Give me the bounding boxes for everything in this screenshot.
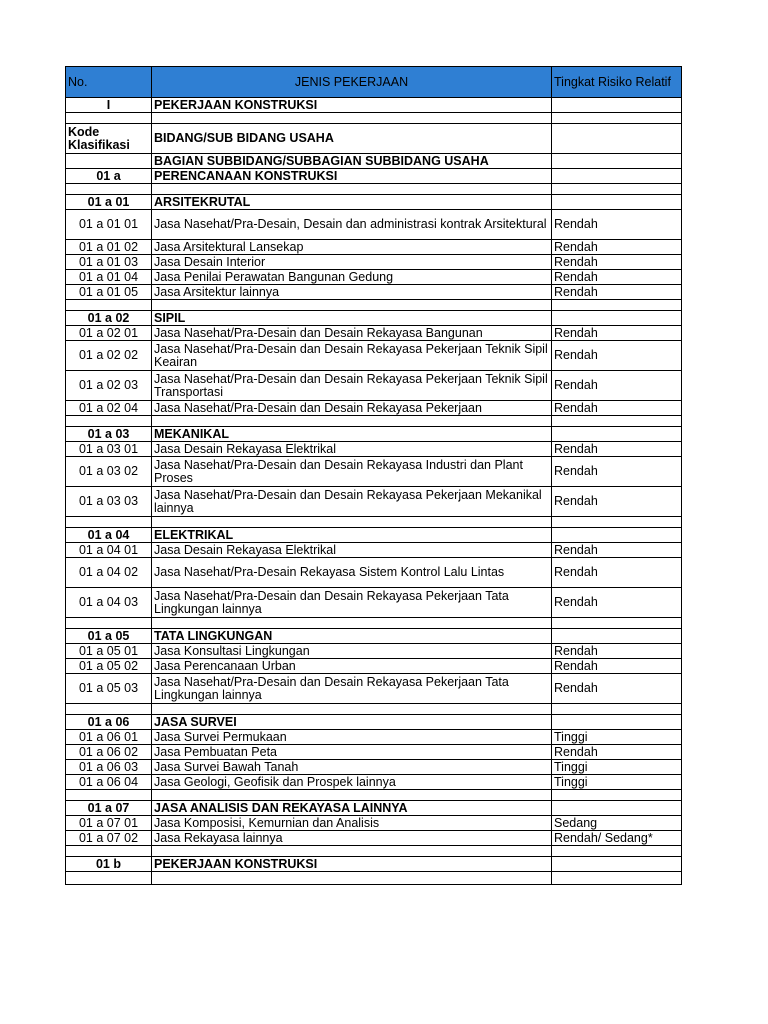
table-row [66,543,682,558]
risk-level-cell: Rendah [552,240,682,255]
code-cell: 01 a 04 02 [66,558,152,588]
table-row [66,558,682,588]
risk-level-cell: Sedang [552,816,682,831]
job-type-cell: Jasa Konsultasi Lingkungan [152,644,552,659]
empty-cell [66,517,152,528]
header-no: No. [66,67,152,98]
table-row [66,195,682,210]
job-type-cell: Jasa Nasehat/Pra-Desain dan Desain Rekayasa Pekerjaan Tata Lingkungan lainnya [152,588,552,618]
table-row [66,442,682,457]
job-type-cell: Jasa Geologi, Geofisik dan Prospek lainnya [152,775,552,790]
job-type-cell: Jasa Survei Permukaan [152,730,552,745]
code-cell: 01 a 02 02 [66,341,152,371]
empty-cell [152,704,552,715]
table-row [66,659,682,674]
empty-cell [552,517,682,528]
risk-level-cell: Rendah [552,270,682,285]
job-type-cell: Jasa Desain Rekayasa Elektrikal [152,442,552,457]
job-type-cell: PERENCANAAN KONSTRUKSI [152,169,552,184]
empty-row [66,846,682,857]
empty-cell [152,517,552,528]
job-type-cell: Jasa Desain Rekayasa Elektrikal [152,543,552,558]
code-cell: 01 b [66,857,152,872]
risk-level-cell [552,169,682,184]
table-row [66,240,682,255]
code-cell: 01 a 02 03 [66,371,152,401]
table-row [66,816,682,831]
risk-level-cell: Rendah [552,285,682,300]
risk-level-cell: Rendah [552,659,682,674]
job-type-cell: Jasa Nasehat/Pra-Desain dan Desain Rekayasa Pekerjaan [152,401,552,416]
risk-level-cell [552,154,682,169]
table-row [66,487,682,517]
table-row [66,285,682,300]
table-row [66,341,682,371]
empty-row [66,113,682,124]
header-risk-level: Tingkat Risiko Relatif [552,67,682,98]
risk-level-cell [552,195,682,210]
risk-level-cell: Rendah [552,401,682,416]
empty-cell [66,113,152,124]
empty-cell [552,846,682,857]
code-cell: 01 a 03 03 [66,487,152,517]
table-row [66,98,682,113]
code-cell: 01 a 07 02 [66,831,152,846]
code-cell: 01 a 03 01 [66,442,152,457]
code-cell: 01 a 03 [66,427,152,442]
job-type-cell: Jasa Pembuatan Peta [152,745,552,760]
risk-level-cell: Tinggi [552,775,682,790]
risk-level-cell [552,715,682,730]
empty-cell [152,618,552,629]
table-row [66,270,682,285]
code-cell: 01 a 05 02 [66,659,152,674]
table-row [66,629,682,644]
code-cell: 01 a [66,169,152,184]
job-type-cell: BIDANG/SUB BIDANG USAHA [152,124,552,154]
job-type-cell: BAGIAN SUBBIDANG/SUBBAGIAN SUBBIDANG USAHA [152,154,552,169]
code-cell: 01 a 01 03 [66,255,152,270]
code-cell: 01 a 04 [66,528,152,543]
code-cell: 01 a 01 02 [66,240,152,255]
table-row [66,169,682,184]
table-row [66,457,682,487]
job-type-cell: Jasa Nasehat/Pra-Desain dan Desain Rekayasa Pekerjaan Mekanikal lainnya [152,487,552,517]
classification-table [65,66,682,885]
code-cell: 01 a 06 01 [66,730,152,745]
table-row [66,154,682,169]
code-cell: 01 a 03 02 [66,457,152,487]
empty-cell [152,416,552,427]
empty-row [66,300,682,311]
empty-cell [552,113,682,124]
empty-cell [66,184,152,195]
table-row [66,730,682,745]
table-row [66,210,682,240]
risk-level-cell: Rendah [552,674,682,704]
risk-level-cell [552,427,682,442]
table-row [66,124,682,154]
empty-cell [552,300,682,311]
code-cell: 01 a 06 04 [66,775,152,790]
risk-level-cell: Rendah [552,543,682,558]
table-row [66,427,682,442]
code-cell: 01 a 06 03 [66,760,152,775]
risk-level-cell [552,98,682,113]
empty-cell [66,618,152,629]
table-row [66,857,682,872]
header-job-type: JENIS PEKERJAAN [152,67,552,98]
empty-cell [66,704,152,715]
empty-cell [66,790,152,801]
risk-level-cell [552,857,682,872]
table-row [66,674,682,704]
risk-level-cell [552,801,682,816]
job-type-cell: Jasa Arsitektural Lansekap [152,240,552,255]
risk-level-cell: Rendah [552,341,682,371]
risk-level-cell [552,124,682,154]
code-cell: 01 a 06 02 [66,745,152,760]
risk-level-cell: Rendah [552,588,682,618]
risk-level-cell [552,629,682,644]
empty-cell [66,846,152,857]
empty-cell [552,416,682,427]
empty-cell [552,618,682,629]
code-cell: 01 a 02 [66,311,152,326]
empty-row [66,790,682,801]
job-type-cell: Jasa Nasehat/Pra-Desain dan Desain Rekayasa Pekerjaan Teknik Sipil Keairan [152,341,552,371]
job-type-cell: Jasa Penilai Perawatan Bangunan Gedung [152,270,552,285]
job-type-cell: Jasa Nasehat/Pra-Desain Rekayasa Sistem Kontrol Lalu Lintas [152,558,552,588]
job-type-cell: Jasa Nasehat/Pra-Desain dan Desain Rekayasa Bangunan [152,326,552,341]
risk-level-cell: Rendah [552,210,682,240]
empty-row [66,872,682,885]
job-type-cell: Jasa Arsitektur lainnya [152,285,552,300]
job-type-cell: Jasa Nasehat/Pra-Desain dan Desain Rekayasa Industri dan Plant Proses [152,457,552,487]
table-row [66,760,682,775]
empty-cell [152,184,552,195]
table-row [66,255,682,270]
code-cell: 01 a 01 05 [66,285,152,300]
risk-level-cell: Rendah [552,644,682,659]
risk-level-cell: Rendah [552,457,682,487]
code-cell: 01 a 04 03 [66,588,152,618]
job-type-cell: JASA SURVEI [152,715,552,730]
empty-cell [152,113,552,124]
risk-level-cell: Rendah [552,371,682,401]
empty-cell [66,300,152,311]
risk-level-cell: Rendah/ Sedang* [552,831,682,846]
empty-cell [152,846,552,857]
table-row [66,528,682,543]
table-row [66,801,682,816]
code-cell: 01 a 05 [66,629,152,644]
risk-level-cell: Tinggi [552,760,682,775]
code-cell: 01 a 05 03 [66,674,152,704]
code-cell: 01 a 05 01 [66,644,152,659]
table-row [66,745,682,760]
risk-level-cell: Rendah [552,745,682,760]
empty-cell [66,416,152,427]
code-cell: 01 a 07 01 [66,816,152,831]
job-type-cell: ARSITEKRUTAL [152,195,552,210]
job-type-cell: Jasa Desain Interior [152,255,552,270]
empty-row [66,517,682,528]
empty-cell [552,184,682,195]
job-type-cell: Jasa Survei Bawah Tanah [152,760,552,775]
risk-level-cell: Tinggi [552,730,682,745]
table-body [66,98,682,885]
table-row [66,775,682,790]
empty-cell [152,300,552,311]
job-type-cell: JASA ANALISIS DAN REKAYASA LAINNYA [152,801,552,816]
code-cell: 01 a 06 [66,715,152,730]
code-cell: 01 a 02 04 [66,401,152,416]
job-type-cell: TATA LINGKUNGAN [152,629,552,644]
code-cell: 01 a 01 01 [66,210,152,240]
table-row [66,371,682,401]
table-row [66,831,682,846]
job-type-cell: Jasa Perencanaan Urban [152,659,552,674]
risk-level-cell: Rendah [552,558,682,588]
code-cell: 01 a 07 [66,801,152,816]
code-cell: 01 a 01 [66,195,152,210]
code-cell: 01 a 02 01 [66,326,152,341]
job-type-cell: Jasa Nasehat/Pra-Desain, Desain dan administrasi kontrak Arsitektural [152,210,552,240]
header-row [66,67,682,98]
job-type-cell: SIPIL [152,311,552,326]
empty-cell [152,872,552,885]
table-row [66,588,682,618]
risk-level-cell: Rendah [552,442,682,457]
table-row [66,311,682,326]
job-type-cell: Jasa Nasehat/Pra-Desain dan Desain Rekayasa Pekerjaan Teknik Sipil Transportasi [152,371,552,401]
risk-level-cell [552,528,682,543]
empty-cell [552,704,682,715]
risk-level-cell [552,311,682,326]
empty-cell [552,872,682,885]
risk-level-cell: Rendah [552,487,682,517]
code-cell: 01 a 01 04 [66,270,152,285]
table-row [66,644,682,659]
empty-cell [66,872,152,885]
empty-row [66,618,682,629]
code-cell: I [66,98,152,113]
job-type-cell: Jasa Komposisi, Kemurnian dan Analisis [152,816,552,831]
job-type-cell: Jasa Nasehat/Pra-Desain dan Desain Rekayasa Pekerjaan Tata Lingkungan lainnya [152,674,552,704]
job-type-cell: PEKERJAAN KONSTRUKSI [152,857,552,872]
table-row [66,715,682,730]
job-type-cell: ELEKTRIKAL [152,528,552,543]
empty-row [66,416,682,427]
code-cell: 01 a 04 01 [66,543,152,558]
table-row [66,326,682,341]
job-type-cell: Jasa Rekayasa lainnya [152,831,552,846]
risk-level-cell: Rendah [552,255,682,270]
job-type-cell: MEKANIKAL [152,427,552,442]
empty-row [66,704,682,715]
table-row [66,401,682,416]
empty-row [66,184,682,195]
empty-cell [552,790,682,801]
risk-level-cell: Rendah [552,326,682,341]
code-cell: Kode Klasifikasi [66,124,152,154]
empty-cell [152,790,552,801]
code-cell [66,154,152,169]
job-type-cell: PEKERJAAN KONSTRUKSI [152,98,552,113]
